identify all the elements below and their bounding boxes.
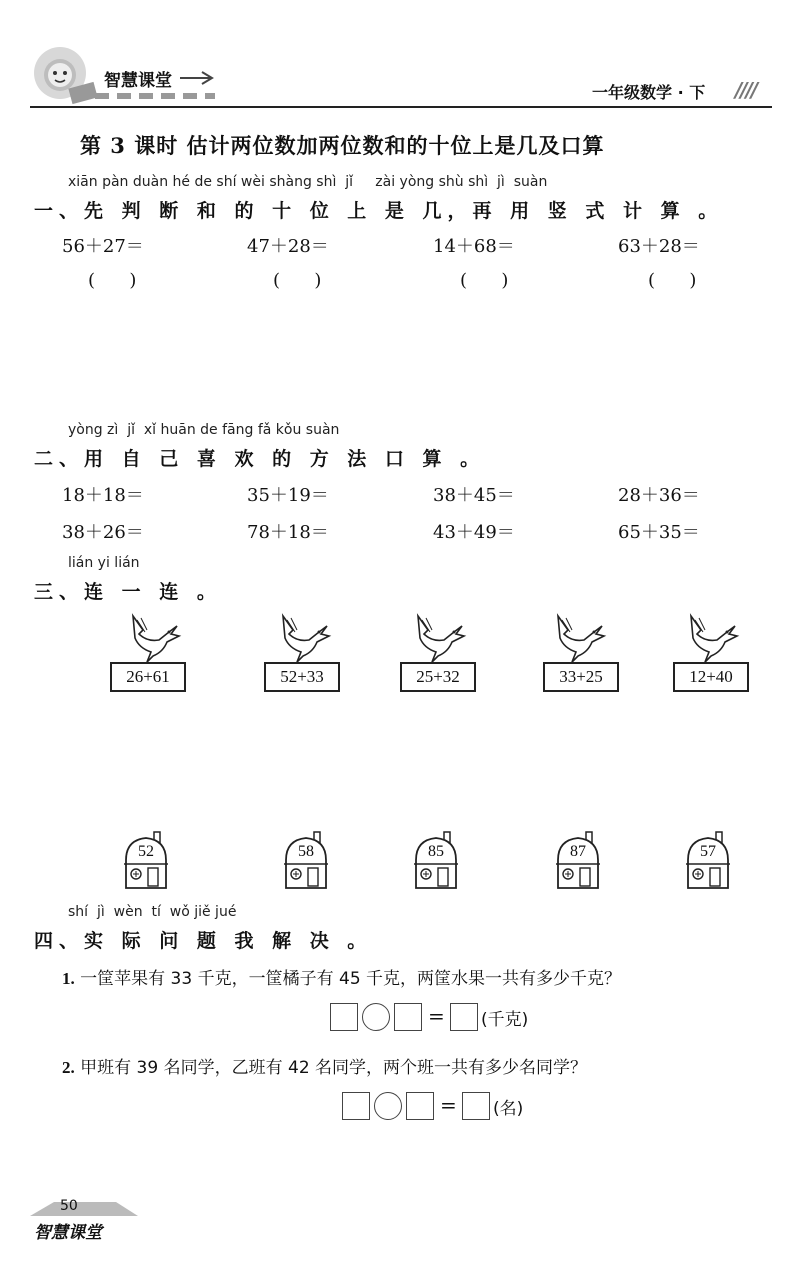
- house-icon[interactable]: [280, 830, 332, 894]
- house-icon[interactable]: [410, 830, 462, 894]
- unit-label: (千克): [481, 1010, 529, 1030]
- section1-expr: 63＋28＝: [618, 236, 700, 257]
- bird-icon: [550, 612, 610, 668]
- bird-expression-box[interactable]: 26+61: [110, 662, 186, 692]
- operator-circle[interactable]: [374, 1092, 402, 1120]
- bird-expression-box[interactable]: 52+33: [264, 662, 340, 692]
- answer-box[interactable]: [330, 1003, 358, 1031]
- section2-pinyin: yòng zì jǐ xǐ huān de fāng fǎ kǒu suàn: [68, 422, 340, 438]
- answer-box[interactable]: [462, 1092, 490, 1120]
- answer-blank[interactable]: ( ): [460, 270, 509, 291]
- bird-icon: [410, 612, 470, 668]
- section1-title: 一、先 判 断 和 的 十 位 上 是 几，再 用 竖 式 计 算 。: [34, 200, 724, 222]
- question-number: 1.: [62, 969, 75, 988]
- section4-pinyin: shí jì wèn tí wǒ jiě jué: [68, 904, 237, 920]
- header-brand: 智慧课堂: [104, 71, 172, 91]
- section2-title: 二、用 自 己 喜 欢 的 方 法 口 算 。: [34, 448, 486, 470]
- header-slashes: ////: [735, 78, 757, 102]
- answer-box[interactable]: [406, 1092, 434, 1120]
- answer-box[interactable]: [450, 1003, 478, 1031]
- operator-circle[interactable]: [362, 1003, 390, 1031]
- answer-blank[interactable]: ( ): [273, 270, 322, 291]
- bird-icon: [275, 612, 335, 668]
- question-text: 甲班有 39 名同学，乙班有 42 名同学，两个班一共有多少名同学？: [80, 1058, 588, 1078]
- unit-label: (名): [493, 1099, 524, 1119]
- lesson-title: 第 3 课时 估计两位数加两位数和的十位上是几及口算: [80, 133, 605, 158]
- house-icon[interactable]: [120, 830, 172, 894]
- house-number: 85: [428, 843, 444, 860]
- answer-box[interactable]: [342, 1092, 370, 1120]
- question-text: 一筐苹果有 33 千克，一筐橘子有 45 千克，两筐水果一共有多少千克？: [80, 969, 622, 989]
- section2-expr: 35＋19＝: [247, 485, 329, 506]
- house-number: 52: [138, 843, 154, 860]
- house-icon[interactable]: [682, 830, 734, 894]
- bird-expression-box[interactable]: 33+25: [543, 662, 619, 692]
- header-mascot: [30, 45, 100, 105]
- house-icon[interactable]: [552, 830, 604, 894]
- equals-sign: =: [428, 1004, 445, 1028]
- section3-pinyin: lián yi lián: [68, 555, 140, 571]
- section2-expr: 38＋45＝: [433, 485, 515, 506]
- section2-expr: 28＋36＝: [618, 485, 700, 506]
- question-number: 2.: [62, 1058, 75, 1077]
- header-dash-strip: [95, 93, 215, 99]
- section2-expr: 65＋35＝: [618, 522, 700, 543]
- mascot-icon: [30, 45, 100, 105]
- section1-expr: 56＋27＝: [62, 236, 144, 257]
- footer-brand: 智慧课堂: [34, 1223, 102, 1243]
- answer-blank[interactable]: ( ): [648, 270, 697, 291]
- section4-title: 四、实 际 问 题 我 解 决 。: [34, 930, 373, 952]
- section2-expr: 18＋18＝: [62, 485, 144, 506]
- question-2: [62, 1053, 587, 1078]
- bird-icon: [125, 612, 185, 668]
- section1-pinyin: xiān pàn duàn hé de shí wèi shàng shì jǐ zài yòng shù shì jì suàn: [68, 174, 548, 190]
- section2-expr: 43＋49＝: [433, 522, 515, 543]
- header-rule: [30, 106, 772, 108]
- house-number: 57: [700, 843, 716, 860]
- bird-expression-box[interactable]: 12+40: [673, 662, 749, 692]
- answer-blank[interactable]: ( ): [88, 270, 137, 291]
- section2-expr: 38＋26＝: [62, 522, 144, 543]
- section1-expr: 47＋28＝: [247, 236, 329, 257]
- section3-title: 三、连 一 连 。: [34, 581, 222, 603]
- page-number: 50: [60, 1198, 78, 1214]
- bird-expression-box[interactable]: 25+32: [400, 662, 476, 692]
- answer-box[interactable]: [394, 1003, 422, 1031]
- house-number: 58: [298, 843, 314, 860]
- header-grade: 一年级数学 · 下: [592, 83, 706, 102]
- equals-sign: =: [440, 1093, 457, 1117]
- question-1: [62, 964, 621, 989]
- header-arrow-icon: [180, 70, 220, 89]
- house-number: 87: [570, 843, 586, 860]
- section1-expr: 14＋68＝: [433, 236, 515, 257]
- section2-expr: 78＋18＝: [247, 522, 329, 543]
- bird-icon: [683, 612, 743, 668]
